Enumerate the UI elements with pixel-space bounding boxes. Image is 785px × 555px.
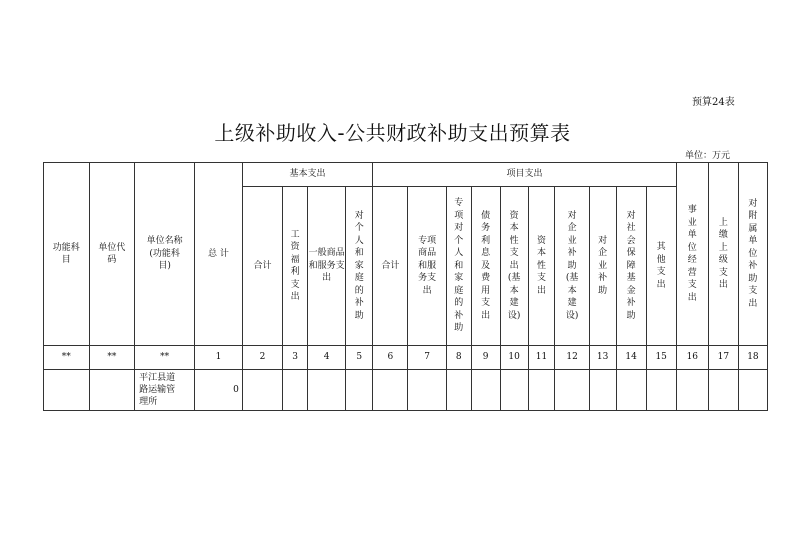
index-cell: 9 bbox=[471, 346, 500, 370]
header-project-capital-build: 资 本 性 支 出 (基 本 建 设) bbox=[500, 187, 528, 346]
header-project-personal: 专 项 对 个 人 和 家 庭 的 补 助 bbox=[446, 187, 471, 346]
cell-unit-name: 平江县道 路运输管 理所 bbox=[135, 370, 195, 411]
budget-table bbox=[43, 162, 768, 411]
cell-value bbox=[346, 370, 373, 411]
cell-value bbox=[308, 370, 346, 411]
header-project-other: 其 他 支 出 bbox=[646, 187, 676, 346]
index-cell: 15 bbox=[646, 346, 676, 370]
index-cell: 10 bbox=[500, 346, 528, 370]
header-upper: 上 缴 上 级 支 出 bbox=[708, 163, 738, 346]
cell-value bbox=[242, 370, 282, 411]
index-cell: 11 bbox=[528, 346, 555, 370]
cell-value bbox=[616, 370, 646, 411]
table-code: 预算24表 bbox=[692, 97, 735, 108]
header-project-group: 项目支出 bbox=[373, 163, 677, 187]
header-unit-name: 单位名称 (功能科 目) bbox=[135, 163, 195, 346]
cell-value bbox=[528, 370, 555, 411]
header-project-social: 对 社 会 保 障 基 金 补 助 bbox=[616, 187, 646, 346]
header-public-ops: 事 业 单 位 经 营 支 出 bbox=[676, 163, 708, 346]
cell-value bbox=[408, 370, 446, 411]
cell-func-subject bbox=[44, 370, 90, 411]
index-cell: 8 bbox=[446, 346, 471, 370]
index-cell: 7 bbox=[408, 346, 446, 370]
table-row bbox=[44, 370, 768, 411]
header-total: 总 计 bbox=[195, 163, 243, 346]
cell-value bbox=[555, 370, 589, 411]
cell-value bbox=[500, 370, 528, 411]
cell-value bbox=[646, 370, 676, 411]
cell-value bbox=[708, 370, 738, 411]
cell-value bbox=[283, 370, 308, 411]
header-project-subtotal: 合计 bbox=[373, 187, 408, 346]
index-cell: 14 bbox=[616, 346, 646, 370]
header-basic-subtotal: 合计 bbox=[242, 187, 282, 346]
cell-total: 0 bbox=[195, 370, 243, 411]
cell-value bbox=[589, 370, 616, 411]
header-project-enterprise-build: 对 企 业 补 助 (基 本 建 设) bbox=[555, 187, 589, 346]
index-cell: ** bbox=[89, 346, 135, 370]
cell-value bbox=[676, 370, 708, 411]
index-cell: 13 bbox=[589, 346, 616, 370]
cell-value bbox=[738, 370, 767, 411]
cell-value bbox=[446, 370, 471, 411]
header-project-debt: 债 务 利 息 及 费 用 支 出 bbox=[471, 187, 500, 346]
header-basic-goods: 一般商品 和服务支出 bbox=[308, 187, 346, 346]
header-unit-code: 单位代 码 bbox=[89, 163, 135, 346]
index-cell: 2 bbox=[242, 346, 282, 370]
header-basic-group: 基本支出 bbox=[242, 163, 372, 187]
index-cell: 5 bbox=[346, 346, 373, 370]
cell-value bbox=[373, 370, 408, 411]
header-subsidiary: 对 附 属 单 位 补 助 支 出 bbox=[738, 163, 767, 346]
header-func-subject: 功能科 目 bbox=[44, 163, 90, 346]
unit-label: 单位：万元 bbox=[685, 151, 731, 161]
index-cell: 18 bbox=[738, 346, 767, 370]
index-cell: 1 bbox=[195, 346, 243, 370]
index-cell: 17 bbox=[708, 346, 738, 370]
header-row-1 bbox=[44, 163, 768, 187]
index-cell: 12 bbox=[555, 346, 589, 370]
header-basic-salary: 工 资 福 利 支 出 bbox=[283, 187, 308, 346]
header-basic-personal: 对 个 人 和 家 庭 的 补 助 bbox=[346, 187, 373, 346]
index-cell: 6 bbox=[373, 346, 408, 370]
index-cell: 4 bbox=[308, 346, 346, 370]
index-row bbox=[44, 346, 768, 370]
cell-unit-code bbox=[89, 370, 135, 411]
index-cell: 3 bbox=[283, 346, 308, 370]
index-cell: ** bbox=[135, 346, 195, 370]
page-title: 上级补助收入-公共财政补助支出预算表 bbox=[214, 121, 571, 145]
cell-value bbox=[471, 370, 500, 411]
index-cell: 16 bbox=[676, 346, 708, 370]
header-project-enterprise: 对 企 业 补 助 bbox=[589, 187, 616, 346]
header-project-capital: 资 本 性 支 出 bbox=[528, 187, 555, 346]
header-project-goods: 专项 商品 和服 务支 出 bbox=[408, 187, 446, 346]
index-cell: ** bbox=[44, 346, 90, 370]
